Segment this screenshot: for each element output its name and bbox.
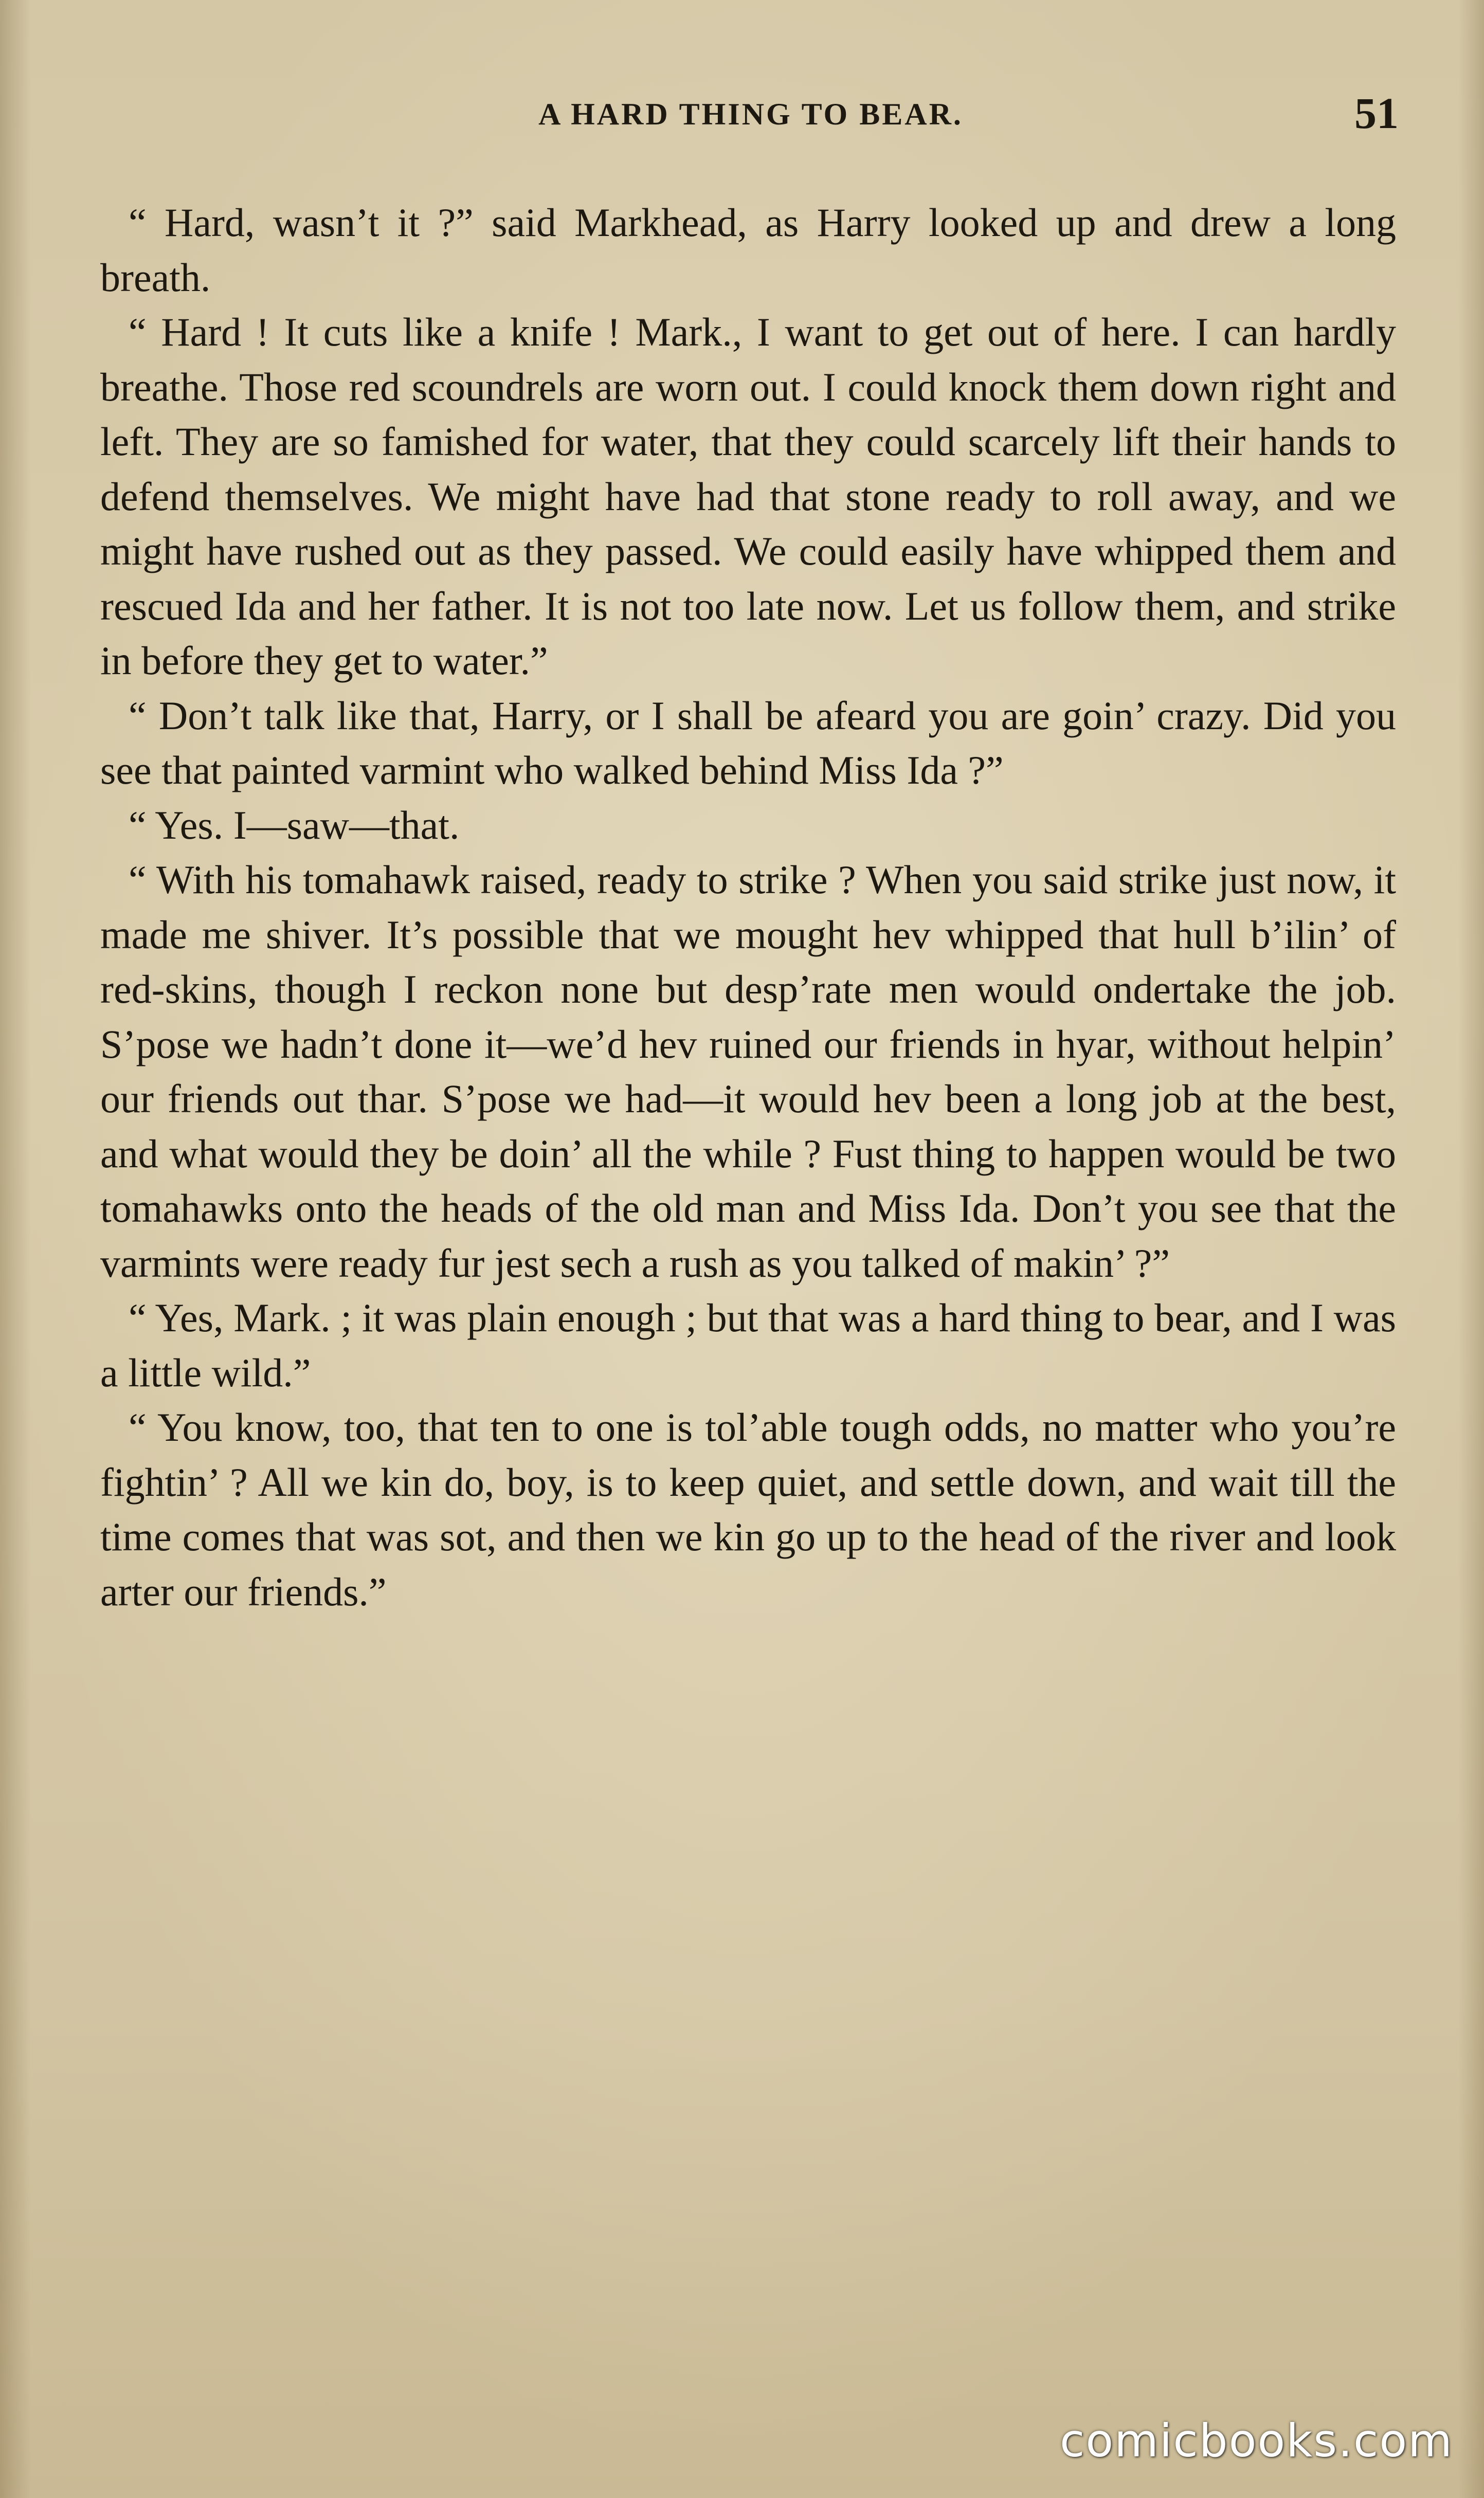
running-head: A HARD THING TO BEAR. xyxy=(538,97,963,131)
paragraph: “ Hard ! It cuts like a knife ! Mark., I want to get out of here. I can hardly breathe. Those red scoundrels are worn out. I could knock them down right and left. They are so famished for water, that they could scarcely lift their hands to defend themselves. We might have had that stone ready to roll away, and we might have rushed out as they passed. We could easily have whipped them and rescued Ida and her father. It is not too late now. Let us follow them, and strike in before they get to water.” xyxy=(100,310,1396,683)
page-edge-shadow-left xyxy=(0,0,31,2498)
page-edge-shadow-right xyxy=(1458,0,1484,2498)
paragraph: “ Don’t talk like that, Harry, or I shall be afeard you are goin’ crazy. Did you see that painted varmint who walked behind Miss Ida ?” xyxy=(100,693,1396,792)
paragraph: “ With his tomahawk raised, ready to strike ? When you said strike just now, it made me shiver. It’s possible that we mought hev whipped that hull b’ilin’ of red-skins, though I reckon none but desp’rate men would ondertake the job. S’pose we hadn’t done it—we’d hev ruined our friends in hyar, without helpin’ our friends out thar. S’pose we had—it would hev been a long job at the best, and what would they be doin’ all the while ? Fust thing to happen would be two tomahawks onto the heads of the old man and Miss Ida. Don’t you see that the varmints were ready fur jest sech a rush as you talked of makin’ ?” xyxy=(100,857,1396,1286)
paragraph: “ Yes. I—saw—that. xyxy=(129,802,460,847)
watermark: comicbooks.com xyxy=(1059,2414,1453,2467)
body-text xyxy=(100,195,1396,1619)
page-header xyxy=(103,87,1399,144)
page-number: 51 xyxy=(1354,88,1399,138)
paragraph: “ You know, too, that ten to one is tol’able tough odds, no matter who you’re fightin’ ? All we kin do, boy, is to keep quiet, and settle down, and wait till the time comes that was sot, and then we kin go up to the head of the river and look arter our friends.” xyxy=(100,1405,1396,1614)
paragraph: “ Yes, Mark. ; it was plain enough ; but that was a hard thing to bear, and I was a little wild.” xyxy=(100,1295,1396,1395)
paragraph: “ Hard, wasn’t it ?” said Markhead, as Harry looked up and drew a long breath. xyxy=(100,200,1396,300)
